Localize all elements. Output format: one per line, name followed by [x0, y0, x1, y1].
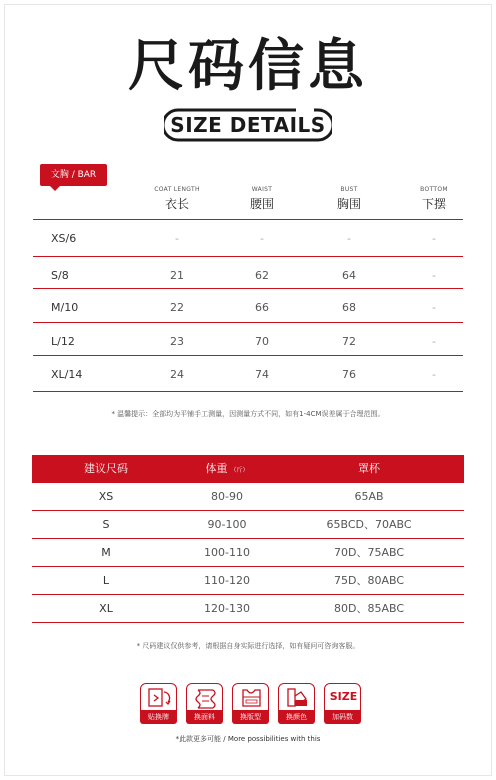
feature-fabric: 换面料	[186, 683, 223, 725]
feature-garment: 换版型	[232, 683, 269, 725]
size-text-icon: SIZE	[329, 690, 358, 703]
feature-size: SIZE 加码数	[324, 683, 361, 725]
measurement-note: * 温馨提示：全部均为平铺手工测量，因测量方式不同，如有1-4CM误差属于合理范围。	[111, 410, 385, 418]
table-row: M/10 22 66 68 -	[51, 301, 436, 314]
subtitle-text: SIZE DETAILS	[170, 113, 326, 137]
table-row: L 110-120 75D、80ABC	[32, 567, 464, 595]
column-header-waist: WAIST 腰围	[249, 186, 274, 211]
header-weight: 体重 （斤）	[205, 462, 249, 475]
category-tag: 文胸 / BAR	[40, 164, 107, 186]
fabric-icon	[192, 687, 219, 709]
column-header-bottom: BOTTOM 下摆	[420, 186, 448, 211]
table-header	[32, 455, 464, 483]
page-title: 尺码信息	[128, 34, 368, 99]
size-advice-note: * 尺码建议仅供参考，请根据自身实际进行选择，如有疑问可咨询客服。	[136, 642, 360, 650]
subtitle-badge	[164, 107, 332, 143]
table-divider	[33, 391, 463, 392]
header-size: 建议尺码	[84, 462, 128, 475]
column-header-bust: BUST 胸围	[336, 186, 361, 211]
feature-tag-swap: 贴换牌	[140, 683, 177, 725]
table-row: M 100-110 70D、75ABC	[32, 539, 464, 567]
customization-features	[140, 683, 360, 725]
table-row: L/12 23 70 72 -	[51, 335, 436, 348]
header-cup: 罩杯	[358, 462, 380, 475]
garment-icon	[238, 687, 265, 709]
tag-swap-icon	[146, 687, 173, 709]
table-row: XS 80-90 65AB	[32, 483, 464, 511]
table-row: S 90-100 65BCD、70ABC	[32, 511, 464, 539]
table-row: S/8 21 62 64 -	[51, 269, 436, 282]
footer-note: *此款更多可能 / More possibilities with this	[175, 735, 321, 743]
feature-color: 换颜色	[278, 683, 315, 725]
table-row: XL 120-130 80D、85ABC	[32, 595, 464, 623]
table-row: XL/14 24 74 76 -	[51, 368, 436, 381]
color-swatch-icon	[284, 687, 311, 709]
column-header-coat-length: COAT LENGTH 衣长	[154, 186, 200, 211]
table-row: XS/6 - - - -	[51, 232, 436, 245]
